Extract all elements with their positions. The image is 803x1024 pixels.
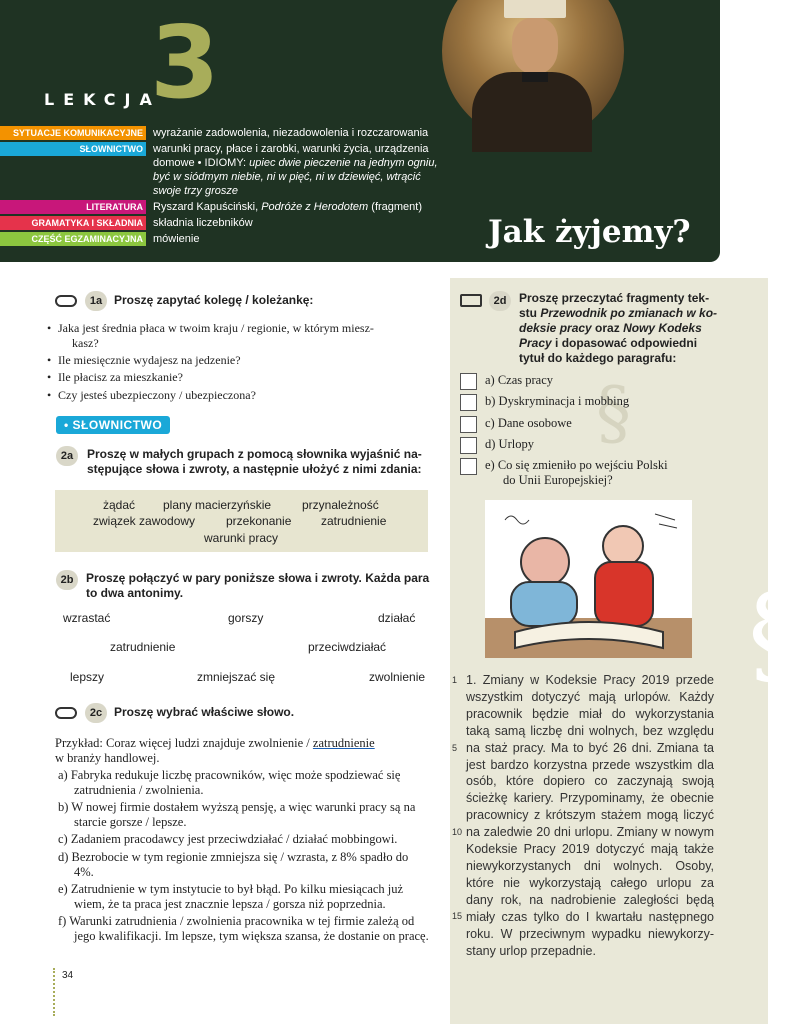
meta-row <box>0 232 440 246</box>
exercise-item: a) Fabryka redukuje liczbę pracowników, więc może spodziewać się zatrudnienia / zwolnienia. <box>58 768 401 797</box>
page-dots <box>53 968 55 1016</box>
list-item: • Ile płacisz za mieszkanie? <box>47 370 183 384</box>
meta-label: GRAMATYKA I SKŁADNIA <box>0 216 146 230</box>
meta-row <box>0 126 440 140</box>
instruction-line: deksie pracy oraz Nowy Kodeks <box>519 321 702 335</box>
antonym-word: lepszy <box>70 670 105 684</box>
list-item-cont: kasz? <box>72 336 99 350</box>
exercise-2d-heading <box>460 291 720 366</box>
exercise-1a-heading <box>55 291 313 311</box>
instruction-line: tytuł do każdego paragrafu: <box>519 351 677 365</box>
exercise-item: c) Zadaniem pracodawcy jest przeciwdziałać / działać mobbingowi. <box>58 832 398 846</box>
exercise-item: f) Warunki zatrudnienia / zwolnienia pracownika w tej firmie zależą od jego kwalifikacji. Im lepsze, tym większa szansa, że dostanie on pracę. <box>58 914 429 943</box>
line-number: 1 <box>452 675 458 685</box>
lesson-title: Jak żyjemy? <box>488 214 691 250</box>
exercise-instruction: Proszę zapytać kolegę / koleżankę: <box>114 293 314 308</box>
speaking-icon <box>55 295 77 307</box>
lesson-header <box>0 0 720 262</box>
paragraph-sign-icon: § <box>596 372 631 454</box>
antonym-word: zwolnienie <box>369 670 426 684</box>
example-sentence: Przykład: Coraz więcej ludzi znajduje zwolnienie / zatrudnienie <box>55 736 375 750</box>
instruction-line: Proszę połączyć w pary poniższe słowa i zwroty. Każda para <box>86 571 430 585</box>
meta-value: Ryszard Kapuściński, Podróże z Herodotem (fragment) <box>153 201 423 213</box>
antonym-word: zmniejszać się <box>197 670 276 684</box>
line-number: 10 <box>452 827 463 837</box>
answer-checkbox[interactable] <box>460 394 477 411</box>
option-a[interactable]: a) Czas pracy <box>460 373 553 390</box>
option-e-cont: do Unii Europejskiej? <box>503 473 613 487</box>
instruction-line: Pracy i dopasować odpowiedni <box>519 336 698 350</box>
vocab-word: zatrudnienie <box>321 514 387 528</box>
vocab-word: związek zawodowy <box>93 514 196 528</box>
meta-value: mówienie <box>153 233 200 245</box>
exercise-item: e) Zatrudnienie w tym instytucie to był błąd. Po kilku miesiącach już wiem, że ta praca jest znacznie lepsza / gorsza niż poprzednia. <box>58 882 404 911</box>
answer-checkbox[interactable] <box>460 437 477 454</box>
exercise-instruction: Proszę wybrać właściwe słowo. <box>114 705 295 720</box>
option-e[interactable]: e) Co się zmieniło po wejściu Polski <box>460 458 668 475</box>
instruction-line: stu Przewodnik po zmianach w ko- <box>519 306 718 320</box>
antonym-word: gorszy <box>228 611 264 625</box>
lesson-meta <box>0 126 440 248</box>
meta-label: SYTUACJE KOMUNIKACYJNE <box>0 126 146 140</box>
vocab-word: plany macierzyńskie <box>163 498 272 512</box>
reading-icon <box>460 294 482 307</box>
meta-row <box>0 142 440 198</box>
exercise-2b-heading <box>56 570 429 601</box>
meta-value: warunki pracy, płace i zarobki, warunki życia, urządzenia domowe • IDIOMY: upiec dwie pieczenie na jednym ogniu, być w siódmym niebie, ni w pięć, ni w dziewięć, wtrącić swoje trzy grosze <box>153 143 438 197</box>
option-d[interactable]: d) Urlopy <box>460 437 534 454</box>
example-sentence-cont: w branży handlowej. <box>55 751 160 765</box>
option-b[interactable]: b) Dyskryminacja i mobbing <box>460 394 629 411</box>
list-item: • Ile miesięcznie wydajesz na jedzenie? <box>47 353 241 367</box>
list-item: • Jaka jest średnia płaca w twoim kraju / regionie, w którym miesz- <box>47 321 374 335</box>
list-item: • Czy jesteś ubezpieczony / ubezpieczona? <box>47 388 256 402</box>
vocab-word: przynależność <box>302 498 379 512</box>
option-c[interactable]: c) Dane osobowe <box>460 416 572 433</box>
reading-paragraph: 1. Zmiany w Kodeksie Pracy 2019 przede wszystkim dotyczyć mają urlopów. Każdy pracownik będzie miał do wykorzystania taką samą liczbę dni wolnych, bez względu na staż pracy. Ma to być 26 dni. Zmiana ta jest bardzo korzystna przede wszystkim dla osób, które dopiero co zaczynają swoją ścieżkę kariery. Przypominamy, że obecnie pracownicy z krótszym stażem mogą liczyć na zaledwie 20 dni urlopu. Zmiany w nowym Kodeksie Pracy 2019 dotyczyć mają także niewykorzystanych dni wolnych. Osoby, które nie wykorzystają całego urlopu za dany rok, na nadrobienie zaległości będą miały czas tylko do I kwartału następnego roku. W przeciwnym wypadku niewykorzystany urlop przepadnie. <box>466 673 714 958</box>
instruction-line: Proszę przeczytać fragmenty tek- <box>519 291 710 305</box>
speaking-icon <box>55 707 77 719</box>
paragraph-sign-icon: § <box>748 570 803 698</box>
exercise-number: 1a <box>85 291 107 311</box>
vocab-word: przekonanie <box>226 514 292 528</box>
meta-value: wyrażanie zadowolenia, niezadowolenia i rozczarowania <box>153 127 429 139</box>
exercise-number: 2b <box>56 570 78 590</box>
vocabulary-box <box>55 490 428 552</box>
vocabulary-badge: • SŁOWNICTWO <box>56 416 170 434</box>
line-number: 15 <box>452 911 463 921</box>
exercise-number: 2a <box>56 446 78 466</box>
meta-value: składnia liczebników <box>153 217 253 229</box>
answer-checkbox[interactable] <box>460 458 477 475</box>
page-number: 34 <box>62 970 74 981</box>
antonym-word: przeciwdziałać <box>308 640 387 654</box>
meta-row <box>0 216 440 230</box>
lesson-label: LEKCJA <box>44 90 161 109</box>
lesson-number: 3 <box>150 4 220 121</box>
exercise-item: d) Bezrobocie w tym regionie zmniejsza się / wzrasta, z 8% spadło do 4%. <box>58 850 409 879</box>
portrait-photo <box>442 0 624 142</box>
example-answer: zatrudnienie <box>312 736 375 750</box>
exercise-number: 2c <box>85 703 107 723</box>
answer-checkbox[interactable] <box>460 416 477 433</box>
cartoon-illustration <box>485 500 692 658</box>
antonym-word: wzrastać <box>63 611 111 625</box>
meta-label: CZĘŚĆ EGZAMINACYJNA <box>0 232 146 246</box>
instruction-line: to dwa antonimy. <box>86 586 184 600</box>
antonym-word: działać <box>378 611 416 625</box>
line-number: 5 <box>452 743 458 753</box>
meta-label: LITERATURA <box>0 200 146 214</box>
exercise-2c-heading <box>55 703 294 723</box>
meta-row <box>0 200 440 214</box>
antonym-word: zatrudnienie <box>110 640 176 654</box>
vocab-word: żądać <box>103 498 136 512</box>
instruction-line: stępujące słowa i zwroty, a następnie ułożyć z nimi zdania: <box>87 462 422 476</box>
meta-label: SŁOWNICTWO <box>0 142 146 156</box>
instruction-line: Proszę w małych grupach z pomocą słownika wyjaśnić na- <box>87 447 422 461</box>
vocab-word: warunki pracy <box>204 531 279 545</box>
exercise-item: b) W nowej firmie dostałem wyższą pensję, a więc warunki pracy są na starcie gorsze / lepsze. <box>58 800 416 829</box>
exercise-2a-heading <box>56 446 422 477</box>
answer-checkbox[interactable] <box>460 373 477 390</box>
exercise-number: 2d <box>489 291 511 311</box>
